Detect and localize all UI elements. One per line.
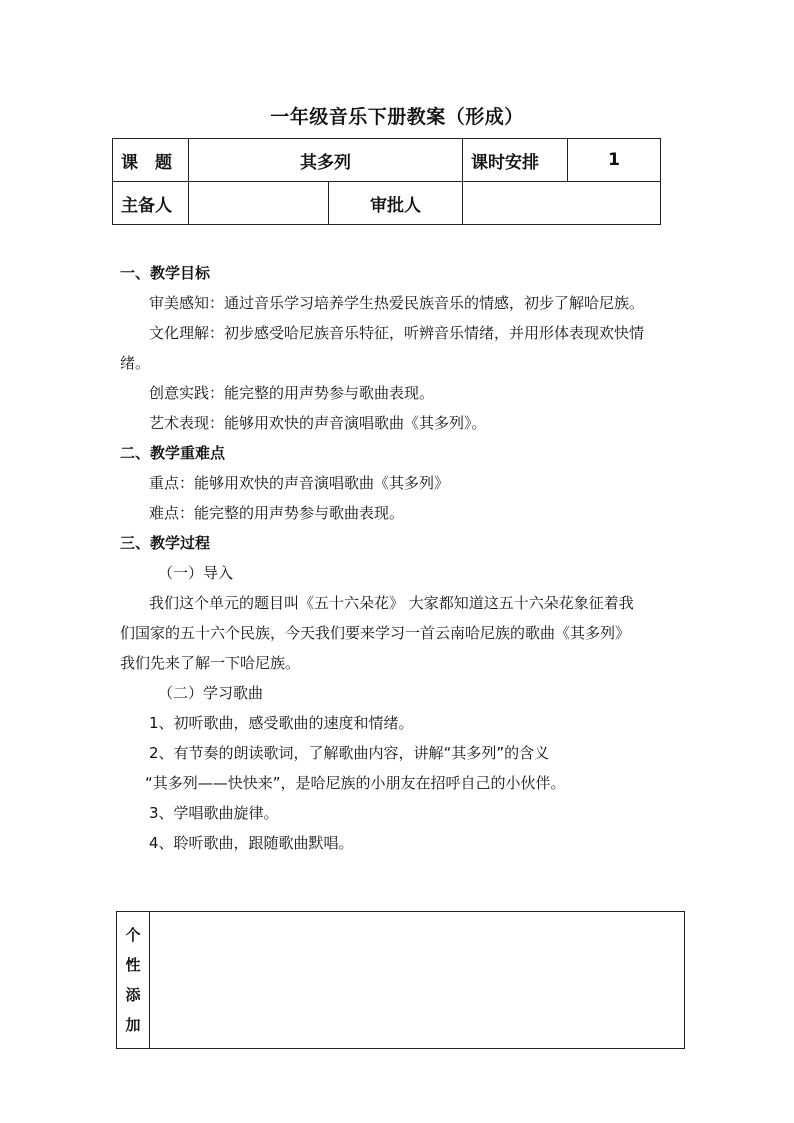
lesson-content: [120, 258, 680, 858]
list-item: 4、聆听歌曲，跟随歌曲默唱。: [149, 834, 354, 852]
paragraph: 难点：能完整的用声势参与歌曲表现。: [149, 504, 405, 522]
list-item: 2、有节奏的朗读歌词，了解歌曲内容，讲解“其多列”的含义: [149, 744, 550, 762]
approver-label: 审批人: [329, 182, 463, 225]
personal-notes-box: [116, 911, 685, 1049]
list-item: 3、学唱歌曲旋律。: [149, 804, 279, 822]
list-item-continuation: “其多列——快快来”，是哈尼族的小朋友在招呼自己的小伙伴。: [145, 774, 566, 792]
paragraph-continuation: 我们先来了解一下哈尼族。: [120, 654, 301, 672]
preparer-value: [189, 182, 329, 225]
document-title: 一年级音乐下册教案（形成）: [270, 106, 524, 128]
subsection-heading: （二）学习歌曲: [158, 684, 264, 702]
topic-label: 课 题: [113, 139, 189, 182]
preparer-label: 主备人: [113, 182, 189, 225]
paragraph: 文化理解：初步感受哈尼族音乐特征，听辨音乐情绪，并用形体表现欢快情: [149, 324, 645, 342]
notes-label-char: 个: [125, 926, 141, 944]
table-row: [113, 182, 661, 225]
paragraph: 艺术表现：能够用欢快的声音演唱歌曲《其多列》。: [149, 414, 487, 432]
paragraph: 重点：能够用欢快的声音演唱歌曲《其多列》: [149, 474, 450, 492]
paragraph: 创意实践：能完整的用声势参与歌曲表现。: [149, 384, 435, 402]
paragraph: 我们这个单元的题目叫《五十六朵花》 大家都知道这五十六朵花象征着我: [149, 594, 634, 612]
paragraph-continuation: 们国家的五十六个民族，今天我们要来学习一首云南哈尼族的歌曲《其多列》: [120, 624, 631, 642]
table-row: [113, 139, 661, 182]
section-heading: 三、教学过程: [120, 534, 211, 552]
subsection-heading: （一）导入: [158, 564, 234, 582]
lesson-info-table: [112, 138, 661, 225]
list-item: 1、初听歌曲，感受歌曲的速度和情绪。: [149, 714, 414, 732]
paragraph-continuation: 绪。: [120, 354, 151, 372]
notes-label-char: 添: [125, 986, 141, 1004]
section-heading: 二、教学重难点: [120, 444, 226, 462]
notes-label-char: 加: [125, 1016, 141, 1034]
approver-value: [463, 182, 661, 225]
section-heading: 一、教学目标: [120, 264, 211, 282]
topic-value: 其多列: [189, 139, 463, 182]
notes-label-char: 性: [125, 956, 141, 974]
schedule-value: 1: [568, 139, 661, 182]
schedule-label: 课时安排: [463, 139, 568, 182]
notes-side-label: [117, 912, 150, 1048]
paragraph: 审美感知：通过音乐学习培养学生热爱民族音乐的情感，初步了解哈尼族。: [149, 294, 645, 312]
